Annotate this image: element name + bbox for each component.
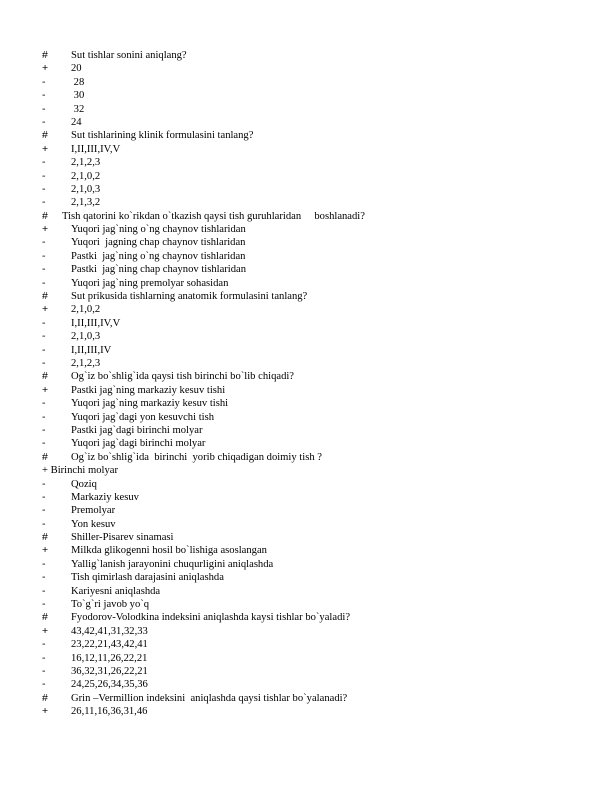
line-text: + Birinchi molyar: [42, 465, 118, 477]
line-marker: -: [42, 196, 46, 209]
line-text: 32: [71, 103, 85, 115]
line-marker: -: [42, 156, 46, 169]
line-text: 43,42,41,31,32,33: [71, 625, 148, 637]
line-text: 2,1,3,2: [71, 197, 101, 209]
line-text: 2,1,2,3: [71, 357, 101, 369]
line-text: Sut prikusida tishlarning anatomik formulasini tanlang?: [71, 291, 308, 303]
question-line: [42, 330, 582, 343]
line-marker: -: [42, 169, 46, 182]
line-text: 36,32,31,26,22,21: [71, 665, 148, 677]
line-marker: -: [42, 236, 46, 249]
question-line: [42, 585, 582, 598]
question-line: [42, 344, 582, 357]
line-marker: -: [42, 75, 46, 88]
question-line: [42, 277, 582, 290]
question-line: [42, 665, 582, 678]
line-text: Tish qatorini ko`rikdan o`tkazish qaysi tish guruhlaridan boshlanadi?: [62, 210, 365, 222]
question-line: [42, 116, 582, 129]
line-text: Yuqori jag`dagi birinchi molyar: [71, 438, 206, 450]
line-text: Yuqori jag`dagi yon kesuvchi tish: [71, 411, 214, 423]
question-line: [42, 103, 582, 116]
line-marker: +: [42, 624, 49, 637]
line-text: Pastki jag`dagi birinchi molyar: [71, 424, 203, 436]
question-line: [42, 411, 582, 424]
question-line: [42, 143, 582, 156]
line-text: 2,1,2,3: [71, 157, 101, 169]
line-marker: -: [42, 423, 46, 436]
question-line: [42, 370, 582, 383]
line-marker: -: [42, 598, 46, 611]
line-text: I,II,III,IV: [71, 344, 112, 356]
line-marker: -: [42, 102, 46, 115]
question-line: [42, 478, 582, 491]
line-text: Og`iz bo`shlig`ida qaysi tish birinchi bo`lib chiqadi?: [71, 371, 295, 383]
line-marker: -: [42, 437, 46, 450]
question-line: [42, 76, 582, 89]
line-marker: -: [42, 263, 46, 276]
line-marker: #: [42, 691, 48, 704]
line-text: 2,1,0,2: [71, 304, 101, 316]
question-line: [42, 129, 582, 142]
line-text: Og`iz bo`shlig`ida birinchi yorib chiqadigan doimiy tish ?: [71, 451, 322, 463]
line-text: Kariyesni aniqlashda: [71, 585, 161, 597]
line-marker: -: [42, 316, 46, 329]
line-text: Yuqori jag`ning markaziy kesuv tishi: [71, 398, 229, 410]
line-marker: -: [42, 89, 46, 102]
question-line: [42, 652, 582, 665]
line-text: 30: [71, 90, 85, 102]
question-line: [42, 491, 582, 504]
line-text: Sut tishlar sonini aniqlang?: [71, 50, 187, 61]
line-text: 24,25,26,34,35,36: [71, 679, 148, 691]
line-text: 28: [71, 76, 85, 88]
line-text: Shiller-Pisarev sinamasi: [71, 532, 174, 544]
line-text: 20: [71, 63, 82, 75]
line-marker: -: [42, 343, 46, 356]
question-line: [42, 504, 582, 517]
line-marker: -: [42, 276, 46, 289]
question-line: [42, 303, 582, 316]
line-marker: -: [42, 477, 46, 490]
question-line: [42, 598, 582, 611]
line-marker: -: [42, 356, 46, 369]
line-text: Yuqori jag`ning premolyar sohasidan: [71, 277, 229, 289]
line-marker: #: [42, 209, 48, 222]
line-marker: #: [42, 611, 48, 624]
line-marker: -: [42, 571, 46, 584]
line-text: Yallig`lanish jarayonini chuqurligini aniqlashda: [71, 558, 274, 570]
line-marker: -: [42, 651, 46, 664]
line-text: Yuqori jag`ning o`ng chaynov tishlaridan: [71, 224, 246, 236]
line-marker: -: [42, 115, 46, 128]
line-text: I,II,III,IV,V: [71, 317, 121, 329]
line-marker: -: [42, 397, 46, 410]
line-text: Markaziy kesuv: [71, 491, 139, 503]
question-line: [42, 263, 582, 276]
line-marker: -: [42, 249, 46, 262]
line-text: Premolyar: [71, 505, 116, 517]
line-text: Yon kesuv: [71, 518, 116, 530]
question-line: [42, 625, 582, 638]
line-marker: +: [42, 223, 49, 236]
question-line: [42, 451, 582, 464]
question-line: [42, 89, 582, 102]
line-marker: -: [42, 584, 46, 597]
question-line: [42, 437, 582, 450]
question-line: [42, 384, 582, 397]
line-text: Milkda glikogenni hosil bo`lishiga asoslangan: [71, 545, 267, 557]
question-line: [42, 236, 582, 249]
line-text: Fyodorov-Volodkina indeksini aniqlashda kaysi tishlar bo`yaladi?: [71, 612, 351, 624]
question-line: [42, 170, 582, 183]
document-body: [42, 49, 582, 719]
question-line: [42, 558, 582, 571]
question-line: [42, 223, 582, 236]
question-line: [42, 464, 582, 477]
question-line: [42, 183, 582, 196]
line-text: Pastki jag`ning o`ng chaynov tishlaridan: [71, 250, 246, 262]
question-line: [42, 611, 582, 624]
question-line: [42, 397, 582, 410]
line-marker: +: [42, 544, 49, 557]
line-marker: -: [42, 664, 46, 677]
line-marker: #: [42, 450, 48, 463]
line-text: Yuqori jagning chap chaynov tishlaridan: [71, 237, 246, 249]
question-line: [42, 531, 582, 544]
line-text: 2,1,0,3: [71, 331, 101, 343]
question-line: [42, 210, 582, 223]
line-marker: +: [42, 62, 49, 75]
question-line: [42, 357, 582, 370]
line-marker: #: [42, 370, 48, 383]
question-line: [42, 49, 582, 62]
line-marker: -: [42, 678, 46, 691]
line-text: Qoziq: [71, 478, 97, 490]
line-marker: +: [42, 705, 49, 718]
line-marker: +: [42, 383, 49, 396]
line-text: 2,1,0,2: [71, 170, 101, 182]
question-line: [42, 196, 582, 209]
line-marker: #: [42, 49, 48, 61]
question-line: [42, 705, 582, 718]
line-marker: +: [42, 303, 49, 316]
line-marker: #: [42, 290, 48, 303]
question-line: [42, 317, 582, 330]
question-line: [42, 62, 582, 75]
line-text: 26,11,16,36,31,46: [71, 706, 148, 718]
question-line: [42, 678, 582, 691]
line-text: Pastki jag`ning chap chaynov tishlaridan: [71, 264, 247, 276]
line-marker: #: [42, 129, 48, 142]
question-line: [42, 290, 582, 303]
line-text: 16,12,11,26,22,21: [71, 652, 148, 664]
line-marker: -: [42, 557, 46, 570]
question-line: [42, 156, 582, 169]
line-marker: #: [42, 531, 48, 544]
line-text: Grin –Vermillion indeksini aniqlashda qaysi tishlar bo`yalanadi?: [71, 692, 348, 704]
line-marker: -: [42, 504, 46, 517]
question-line: [42, 250, 582, 263]
question-line: [42, 571, 582, 584]
line-text: 23,22,21,43,42,41: [71, 639, 148, 651]
line-marker: -: [42, 182, 46, 195]
question-line: [42, 518, 582, 531]
line-text: To`g`ri javob yo`q: [71, 599, 150, 611]
question-line: [42, 424, 582, 437]
line-marker: -: [42, 490, 46, 503]
line-text: I,II,III,IV,V: [71, 143, 121, 155]
question-line: [42, 544, 582, 557]
question-line: [42, 638, 582, 651]
line-text: 2,1,0,3: [71, 183, 101, 195]
line-marker: -: [42, 638, 46, 651]
line-marker: -: [42, 330, 46, 343]
question-line: [42, 692, 582, 705]
line-text: 24: [71, 116, 82, 128]
line-marker: -: [42, 410, 46, 423]
line-text: Pastki jag`ning markaziy kesuv tishi: [71, 384, 226, 396]
line-text: Sut tishlarining klinik formulasini tanlang?: [71, 130, 254, 142]
line-text: Tish qimirlash darajasini aniqlashda: [71, 572, 224, 584]
line-marker: -: [42, 517, 46, 530]
line-marker: +: [42, 142, 49, 155]
